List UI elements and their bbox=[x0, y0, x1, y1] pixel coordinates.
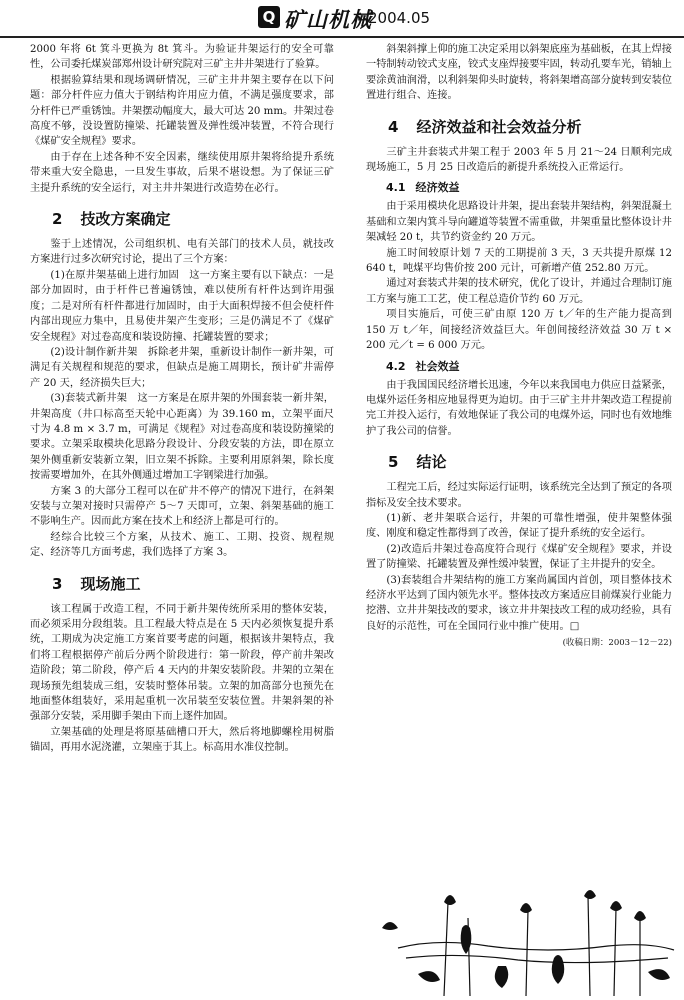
section-number: 4 bbox=[388, 117, 399, 136]
paragraph: (1)在原井架基础上进行加固 这一方案主要有以下缺点：一是部分加固时，由于杆件已普遍锈蚀，难以使所有杆件达到许用强度；二是对所有杆件都进行加固时，由于大面积焊接不但会使杆件内部出现应力集中，且易使井架产生变形；三是仍满足不了《煤矿安全规程》对过卷高度和装设防撞、托罐装置的要求； bbox=[30, 269, 334, 343]
section-number: 2 bbox=[52, 210, 63, 229]
received-date: (收稿日期：2003－12－22) bbox=[562, 638, 672, 649]
subsection-heading bbox=[386, 179, 672, 195]
paragraph: 斜架斜撑上仰的施工决定采用以斜架底座为基础板，在其上焊接一特制转动铰式支座，铰式支座焊接要牢固，转动孔要车光，销轴上要涂黄油润滑，以利斜架仰头时旋转，将斜架增高部分旋转到安装位置进行组合、连接。 bbox=[366, 44, 672, 102]
subsection-heading bbox=[386, 358, 672, 374]
paragraph: (2)改造后井架过卷高度符合现行《煤矿安全规程》要求，并设置了防撞梁、托罐装置及弹性缓冲装置，保证了主井提升的安全。 bbox=[366, 543, 672, 571]
paragraph: (3)套装式新井架 这一方案是在原井架的外围套装一新井架，井架高度（井口标高至天轮中心距离）为 39.160 m，立架平面尺寸为 4.8 m × 3.7 m，可满足《规程》对过卷高度和装设防撞梁的要求。立架采取模块化思路分段设计、分段安装的方法，即在原立架外侧重新安装新立架，旧立架不拆除。主要利用原斜架，除长度按需要增加外，在其外侧通过增加工字钢梁进行加强。 bbox=[30, 393, 334, 482]
paragraph: 经综合比较三个方案，从技术、施工、工期、投资、规程规定、经济等几方面考虑，我们选择了方案 3。 bbox=[30, 531, 334, 559]
subsection-number: 4.2 bbox=[386, 359, 406, 373]
paragraph: 由于存在上述各种不安全因素，继续使用原井架将给提升系统带来重大安全隐患，一旦发生事故，后果不堪设想。为了保证三矿主提升系统的安全运行，对主井井架进行改造势在必行。 bbox=[30, 151, 334, 194]
decorative-plant-illustration bbox=[378, 888, 678, 998]
paragraph: (3)套装组合井架结构的施工方案尚属国内首创，项目整体技术经济水平达到了国内领先水平。整体技改方案适应目前煤炭行业能力挖潜、立井井架技改的要求，该立井井架技改工程的成功经验，具有良好的示范性，可在全国同行业中推广使用。□ bbox=[366, 574, 672, 632]
paragraph: 由于我国国民经济增长迅速，今年以来我国电力供应日益紧张，电煤外运任务相应地显得更为迫切。由于三矿主井井架改造工程提前完工并投入运行，有效地保证了我公司的电煤外运，同时也有效地维护了我公司的信誉。 bbox=[366, 379, 672, 437]
section-number: 3 bbox=[52, 574, 63, 593]
paragraph: 立架基础的处理是将原基础槽口开大，然后将地脚螺栓用树脂锚固，再用水泥浇灌，立架座于其上。标高用水准仪控制。 bbox=[30, 726, 334, 754]
paragraph: 三矿主井套装式井架工程于 2003 年 5 月 21～24 日顺利完成现场施工，5 月 25 日改造后的新提升系统投入正常运行。 bbox=[366, 146, 672, 174]
paragraph: (2)设计制作新井架 拆除老井架，重新设计制作一新井架，可满足有关规程和规范的要求，但缺点是施工周期长，预计矿井需停产 20 天，经济损失巨大； bbox=[30, 346, 334, 389]
paragraph: 2000 年将 6t 箕斗更换为 8t 箕斗。为验证井架运行的安全可靠性，公司委托煤炭部郑州设计研究院对三矿主井井架进行了验算。 bbox=[30, 44, 334, 71]
paragraph: 工程完工后，经过实际运行证明，该系统完全达到了预定的各项指标及安全技术要求。 bbox=[366, 482, 672, 509]
journal-logo-icon: Q bbox=[258, 6, 280, 28]
section-heading bbox=[52, 208, 334, 229]
paragraph: 鉴于上述情况，公司组织机、电有关部门的技术人员，就技改方案进行过多次研究讨论，提出了三个方案： bbox=[30, 239, 334, 266]
paragraph: 通过对套装式井架的技术研究，优化了设计，并通过合理制订施工方案与施工工艺，使工程总造价节约 60 万元。 bbox=[366, 278, 672, 305]
section-title: 经济效益和社会效益分析 bbox=[416, 117, 582, 136]
paragraph: 该工程属于改造工程，不同于新井架传统所采用的整体安装，而必须采用分段组装。且工程最大特点是在 5 天内必须恢复提升系统，工期成为决定施工方案首要考虑的问题，根据该井架特点，我们将工程根据停产前后分两个阶段进行：第一阶段，停产前井架改造阶段；第二阶段，停产后 4 天内的井架安装阶段。井架的立架在现场预先组装成三组，安装时整体吊装。立架的加高部分也预先在地面整体组装好，采用起重机一次吊装至安装位置。井架斜架的补强部分安装，采用脚手架由下而上逐件加固。 bbox=[30, 603, 334, 723]
subsection-title: 社会效益 bbox=[415, 359, 460, 373]
subsection-title: 经济效益 bbox=[415, 181, 460, 195]
journal-name: 矿山机械 bbox=[284, 7, 372, 32]
page-header bbox=[0, 0, 684, 38]
paragraph: 根据验算结果和现场调研情况，三矿主井井架主要存在以下问题：部分杆件应力值大于钢结构许用应力值，不满足强度要求，部分杆件已严重锈蚀。井架摆动幅度大，最大可达 20 mm。井架过卷高度不够，没设置防撞梁、托罐装置及弹性缓冲装置，不符合现行《煤矿安全规程》要求。 bbox=[30, 74, 334, 148]
paragraph: 项目实施后，可使三矿由原 120 万 t／年的生产能力提高到 150 万 t／年，间接经济效益巨大。年创间接经济效益 30 万 t × 200 元／t = 6 000 万元。 bbox=[366, 309, 672, 352]
section-number: 5 bbox=[388, 453, 399, 472]
section-heading bbox=[52, 573, 334, 594]
section-heading bbox=[388, 116, 672, 137]
right-column bbox=[366, 42, 672, 652]
paragraph: (1)新、老井架联合运行，井架的可靠性增强，使井架整体强度、刚度和稳定性都得到了改善，保证了提升系统的安全运行。 bbox=[366, 512, 672, 540]
paragraph: 由于采用模块化思路设计井架，提出套装井架结构，斜架混凝土基础和立架内箕斗导向罐道等装置不需重做，井架重量比整体设计井架减轻 20 t，共节约资金约 20 万元。 bbox=[366, 201, 672, 244]
subsection-number: 4.1 bbox=[386, 181, 406, 195]
issue-number: 2004.05 bbox=[368, 9, 431, 27]
left-column bbox=[30, 42, 334, 756]
section-heading bbox=[388, 451, 672, 472]
paragraph: 方案 3 的大部分工程可以在矿井不停产的情况下进行，在斜架安装与立架对接时只需停产 5～7 天即可，立架、斜架基础的施工不影响生产。因而此方案在技术上和经济上都是可行的。 bbox=[30, 485, 334, 528]
paragraph: 施工时间较原计划 7 天的工期提前 3 天，3 天共提升原煤 12 640 t，吨煤平均售价按 200 元计，可新增产值 252.80 万元。 bbox=[366, 247, 672, 275]
section-title: 结论 bbox=[416, 453, 447, 472]
section-title: 技改方案确定 bbox=[80, 210, 171, 229]
section-title: 现场施工 bbox=[80, 574, 141, 593]
